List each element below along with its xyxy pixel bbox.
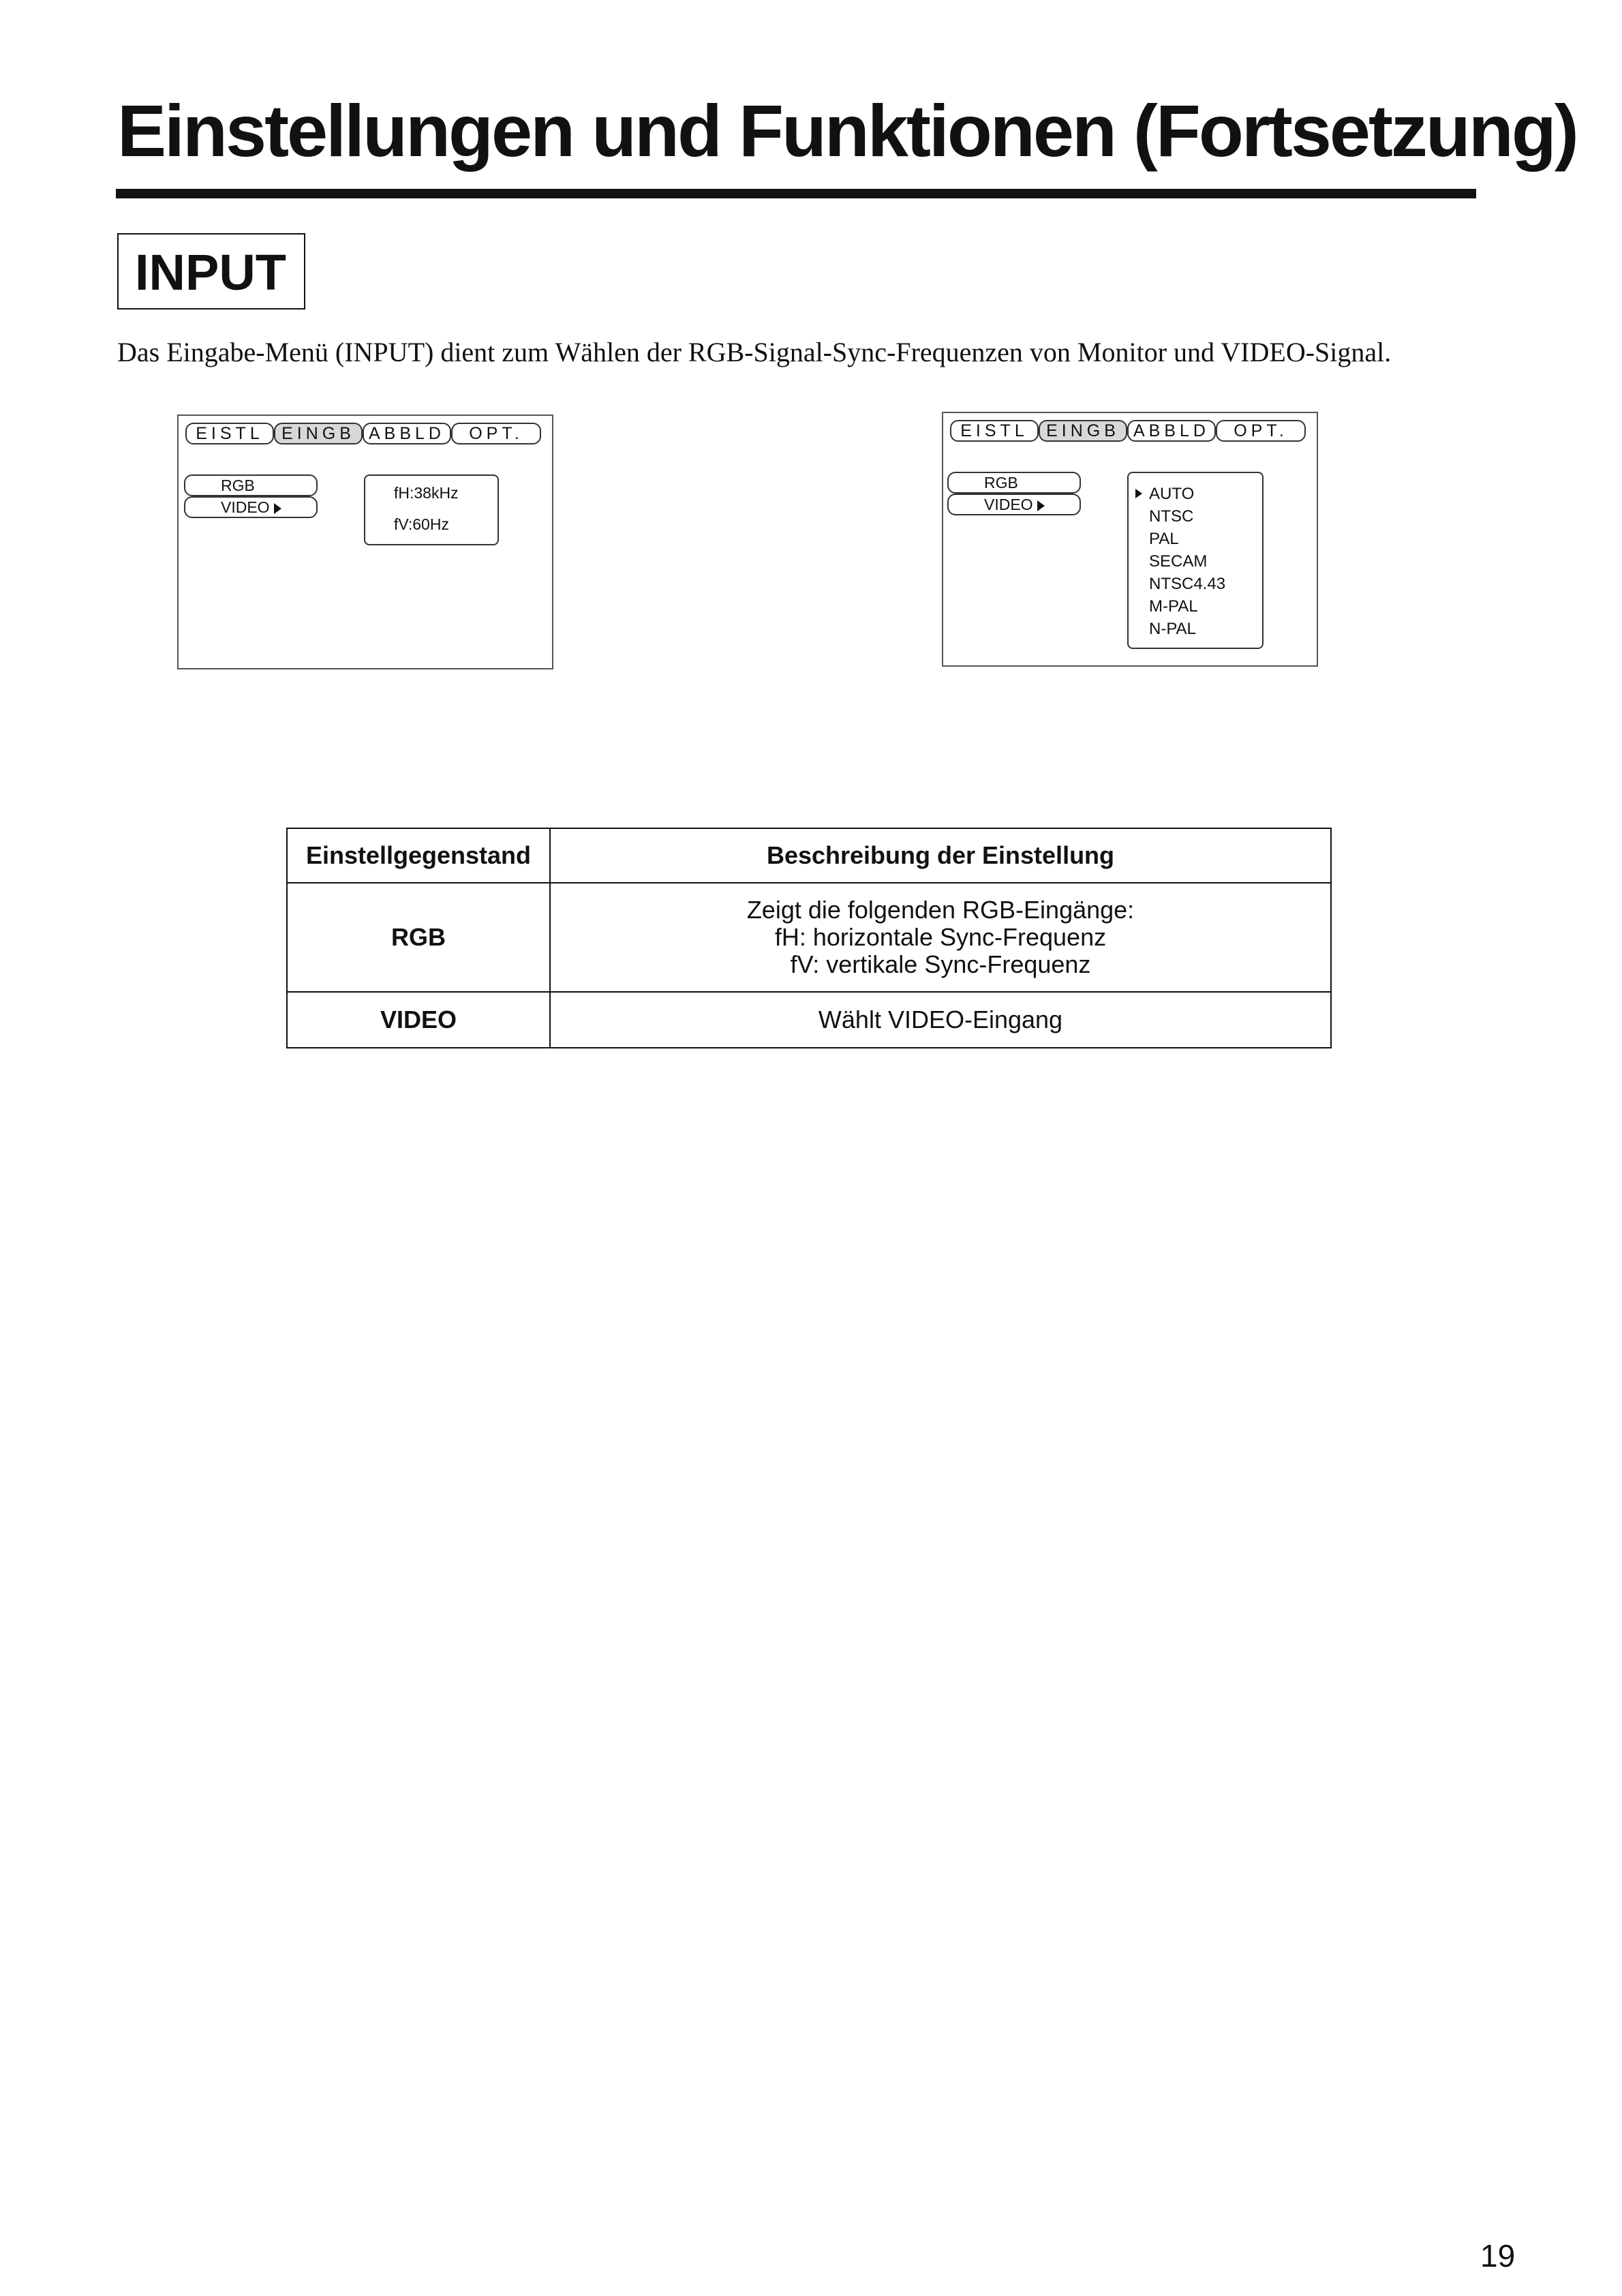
submenu-arrow-icon (1037, 500, 1045, 511)
menu-tabs (185, 423, 545, 446)
submenu-arrow-icon (274, 503, 281, 514)
menu-item-label: RGB (221, 477, 255, 494)
menu-item-rgb[interactable] (184, 474, 318, 496)
row-description-video (550, 992, 1331, 1048)
tab-abbld[interactable]: ABBLD (1127, 420, 1216, 442)
table-row (287, 992, 1331, 1048)
menu-item-rgb[interactable] (947, 472, 1081, 494)
menu-item-label: RGB (984, 474, 1018, 492)
tab-eingb[interactable]: EINGB (1039, 420, 1127, 442)
video-option-ntsc[interactable]: NTSC (1149, 507, 1194, 526)
tab-eistl[interactable]: EISTL (950, 420, 1039, 442)
table-row (287, 883, 1331, 992)
menu-item-video[interactable] (184, 496, 318, 518)
tab-eistl[interactable]: EISTL (185, 423, 274, 444)
menu-item-label: VIDEO (984, 496, 1033, 513)
fh-readout: fH:38kHz (394, 484, 459, 502)
description-line: fH: horizontale Sync-Frequenz (774, 923, 1107, 951)
header-item: Einstellgegenstand (287, 828, 550, 883)
video-option-auto[interactable]: AUTO (1149, 483, 1225, 505)
fv-readout: fV:60Hz (394, 515, 449, 533)
row-description-rgb (550, 883, 1331, 992)
menu-tabs (950, 420, 1310, 443)
description-line: fV: vertikale Sync-Frequenz (790, 950, 1091, 978)
page-number: 19 (1480, 2238, 1516, 2274)
menu-item-video[interactable] (947, 494, 1081, 515)
video-standard-list (1149, 483, 1225, 640)
row-item-rgb: RGB (287, 883, 550, 992)
row-item-video: VIDEO (287, 992, 550, 1048)
osd-screen-video (942, 412, 1318, 667)
video-option-ntsc443[interactable]: NTSC4.43 (1149, 575, 1226, 593)
section-label: INPUT (117, 233, 305, 309)
title-rule (116, 189, 1476, 198)
rgb-frequency-panel (364, 474, 499, 545)
page-title: Einstellungen und Funktionen (Fortsetzung) (117, 89, 1577, 172)
intro-text: Das Eingabe-Menü (INPUT) dient zum Wählen der RGB-Signal-Sync-Frequenzen von Monitor und VIDEO-Signal. (117, 337, 1392, 367)
tab-opt[interactable]: OPT. (451, 423, 541, 444)
tab-opt[interactable]: OPT. (1216, 420, 1306, 442)
menu-item-label: VIDEO (221, 498, 270, 516)
selection-arrow-icon (1135, 489, 1142, 498)
tab-abbld[interactable]: ABBLD (363, 423, 451, 444)
video-standard-panel (1127, 472, 1264, 649)
table-header-row (287, 828, 1331, 883)
video-option-mpal[interactable]: M-PAL (1149, 597, 1198, 616)
video-option-npal[interactable]: N-PAL (1149, 620, 1196, 638)
header-description: Beschreibung der Einstellung (550, 828, 1331, 883)
settings-table (286, 828, 1332, 1048)
video-option-pal[interactable]: PAL (1149, 530, 1179, 548)
description-line: Wählt VIDEO-Eingang (818, 1006, 1063, 1033)
video-option-secam[interactable]: SECAM (1149, 552, 1208, 571)
description-line: Zeigt die folgenden RGB-Eingänge: (746, 896, 1135, 924)
tab-eingb[interactable]: EINGB (274, 423, 363, 444)
osd-screen-rgb (177, 414, 553, 669)
